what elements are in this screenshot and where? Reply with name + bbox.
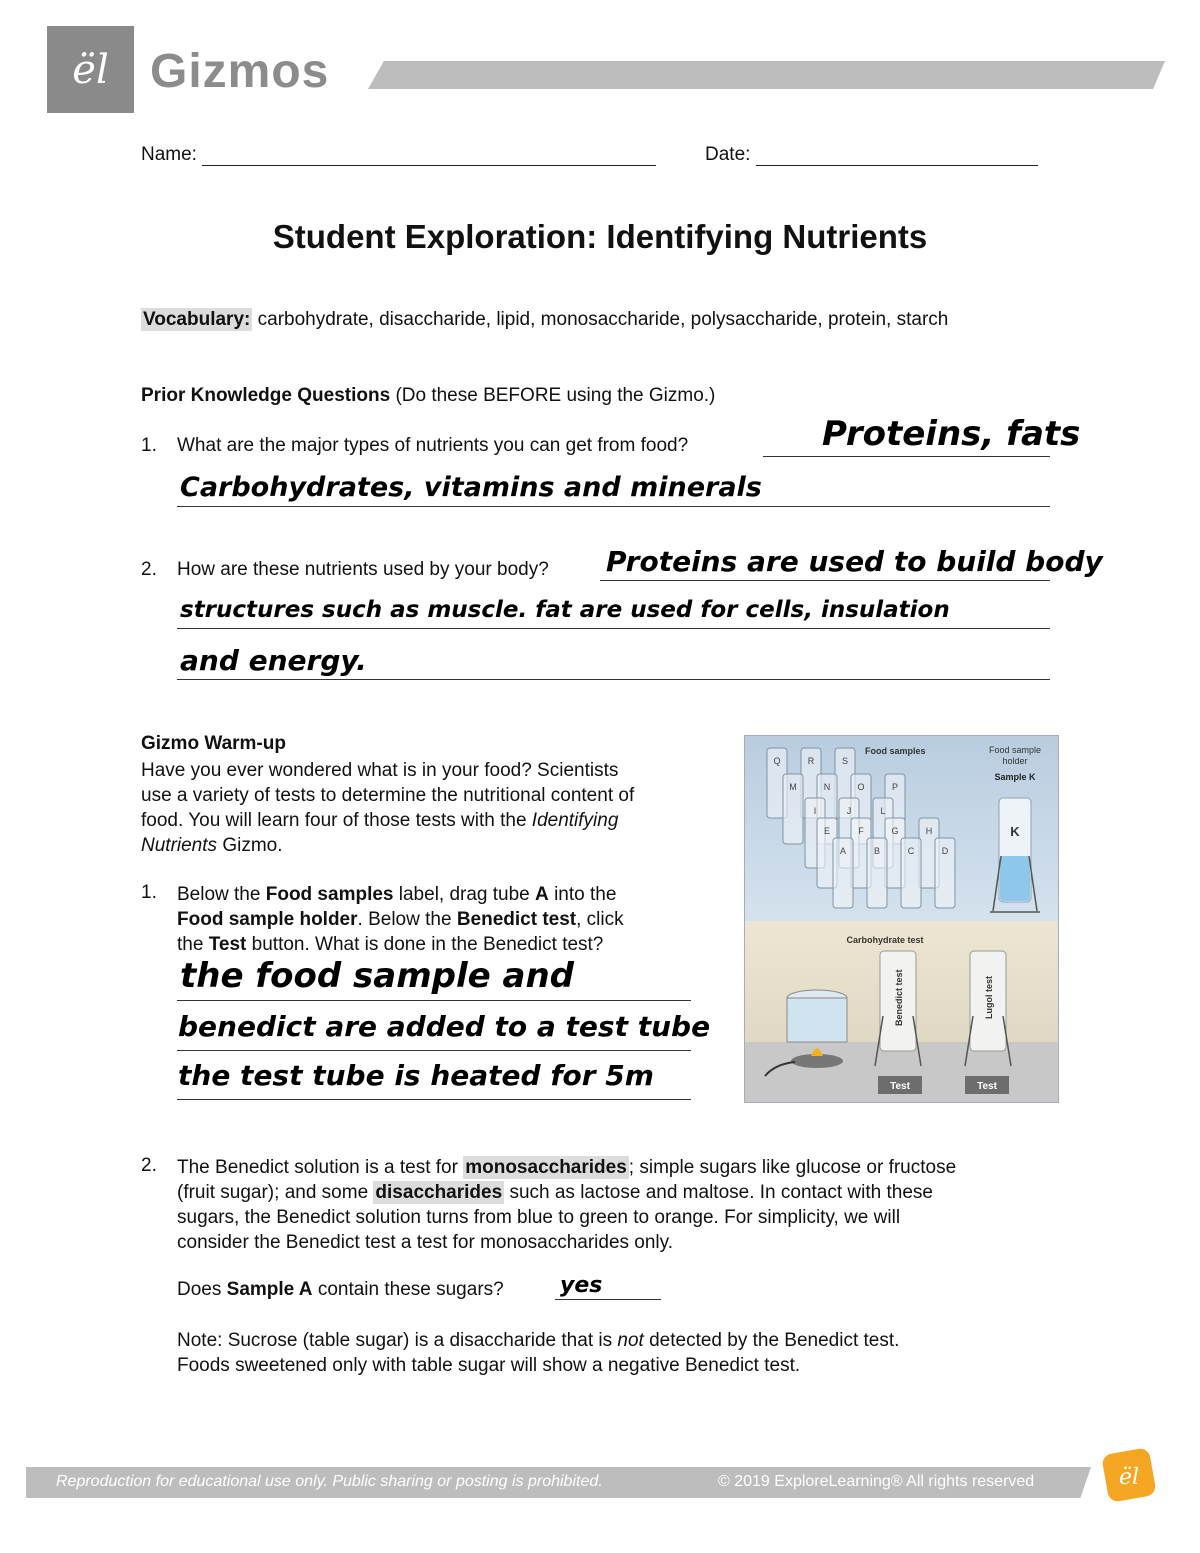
pk-q2-answer-line-2[interactable] xyxy=(177,628,1050,629)
warmup-q1-number: 1. xyxy=(141,882,157,903)
brand-name: Gizmos xyxy=(150,45,330,98)
sample-k-label: Sample K xyxy=(994,772,1036,782)
pk-q1-text: What are the major types of nutrients you can get from food? xyxy=(177,435,689,456)
food-sample-tube-letter: J xyxy=(846,806,852,816)
prior-knowledge-title: Prior Knowledge Questions xyxy=(141,385,391,406)
food-sample-tube-letter: G xyxy=(891,826,899,836)
beaker xyxy=(787,998,847,1042)
badge-glyph: ël xyxy=(1118,1465,1140,1490)
vocabulary-label: Vocabulary: xyxy=(143,309,251,330)
footer-copyright: © 2019 ExploreLearning® All rights reserved xyxy=(718,1473,1035,1490)
warmup-q1-answer-1: the food sample and xyxy=(180,956,575,996)
warmup-q2-note: Note: Sucrose (table sugar) is a disaccharide that is not detected by the Benedict test. Foods sweetened only with table sugar will show a negative Benedict test. xyxy=(177,1330,900,1376)
date-field[interactable] xyxy=(705,144,1038,166)
holder-tube-letter: K xyxy=(1010,824,1020,839)
warmup-intro-line-2: use a variety of tests to determine the nutritional content of xyxy=(141,785,635,806)
warmup-q2-question: Does Sample A contain these sugars? xyxy=(177,1279,504,1300)
prior-knowledge-note: (Do these BEFORE using the Gizmo.) xyxy=(395,385,716,406)
food-sample-tube-letter: S xyxy=(841,756,849,766)
pk-q2-text: How are these nutrients used by your body? xyxy=(177,559,549,580)
pk-q1-answer-line-1[interactable] xyxy=(763,456,1050,457)
benedict-test-label: Benedict test xyxy=(894,969,904,1026)
food-sample-tube-letter: I xyxy=(813,806,817,816)
name-field[interactable] xyxy=(141,144,656,166)
warmup-intro xyxy=(141,758,731,858)
pk-q1-number: 1. xyxy=(141,435,157,456)
name-label: Name: xyxy=(141,144,197,165)
warmup-intro-line-3: food. You will learn four of those tests with the Identifying xyxy=(141,810,619,831)
gizmo-illustration xyxy=(745,736,1058,1102)
food-sample-tube-letter: M xyxy=(789,782,797,792)
pk-q2-answer-2: structures such as muscle. fat are used for cells, insulation xyxy=(180,597,950,623)
explorelearning-badge-icon xyxy=(1097,1447,1161,1505)
warmup-q1-answer-line-1[interactable] xyxy=(177,1000,691,1001)
warmup-q1-text: Below the Food samples label, drag tube A into the Food sample holder. Below the Benedict test, click the Test button. What is done in the Benedict test? xyxy=(177,884,624,955)
date-line[interactable] xyxy=(756,145,1038,166)
holder-tube-liquid xyxy=(1000,856,1030,901)
warmup-q2-answer: yes xyxy=(560,1273,603,1298)
name-line[interactable] xyxy=(202,145,656,166)
warmup-q2-text: The Benedict solution is a test for monosaccharides ; simple sugars like glucose or fructose (fruit sugar); and some disaccharides such as lactose and maltose. In contact with these sugars, the Benedict solution turns from blue to green to orange. For simplicity, we will consider the Benedict test a test for monosaccharides only. xyxy=(177,1157,957,1253)
food-sample-tube-letter: C xyxy=(907,846,915,856)
burner-base xyxy=(791,1054,843,1068)
warmup-q1-answer-2: benedict are added to a test tube xyxy=(178,1010,711,1043)
holder-label-2: holder xyxy=(1002,756,1028,766)
gizmo-screenshot xyxy=(744,735,1059,1103)
test-button-1-label: Test xyxy=(890,1081,910,1092)
food-sample-tube-letter: E xyxy=(823,826,831,836)
food-sample-tube-letter: N xyxy=(823,782,831,792)
food-sample-tube-letter: O xyxy=(857,782,865,792)
warmup-q1-answer-line-2[interactable] xyxy=(177,1050,691,1051)
food-sample-tube-letter: H xyxy=(925,826,933,836)
warmup-intro-line-1: Have you ever wondered what is in your food? Scientists xyxy=(141,760,619,781)
explorelearning-logo xyxy=(47,26,134,113)
food-sample-tube-letter: R xyxy=(807,756,815,766)
food-samples-label: Food samples xyxy=(865,746,926,756)
vocabulary xyxy=(141,309,948,331)
pk-q2-answer-3: and energy. xyxy=(180,644,367,677)
date-label: Date: xyxy=(705,144,751,165)
footer-disclaimer: Reproduction for educational use only. Public sharing or posting is prohibited. xyxy=(56,1473,603,1490)
page-title: Student Exploration: Identifying Nutrients xyxy=(272,218,928,255)
carbohydrate-test-label: Carbohydrate test xyxy=(846,935,924,945)
food-sample-tube-letter: P xyxy=(891,782,899,792)
test-button-2-label: Test xyxy=(977,1081,997,1092)
warmup-q1-answer-3: the test tube is heated for 5m xyxy=(178,1059,654,1092)
pk-q1-answer-2: Carbohydrates, vitamins and minerals xyxy=(180,472,762,503)
logo-glyph: ël xyxy=(72,46,109,93)
holder-label-1: Food sample xyxy=(988,745,1042,755)
food-sample-tube-letter: L xyxy=(880,806,886,816)
lugol-test-label: Lugol test xyxy=(984,976,994,1019)
warmup-heading: Gizmo Warm-up xyxy=(141,733,286,754)
pk-q1-answer-line-2[interactable] xyxy=(177,506,1050,507)
food-sample-tube-letter: Q xyxy=(773,756,781,766)
vocabulary-terms: carbohydrate, disaccharide, lipid, monosaccharide, polysaccharide, protein, starch xyxy=(257,309,949,330)
warmup-intro-line-4: Nutrients Gizmo. xyxy=(141,835,283,856)
food-sample-tube-letter: D xyxy=(941,846,949,856)
pk-q1-answer-1: Proteins, fats xyxy=(822,414,1081,454)
warmup-q2-answer-line[interactable] xyxy=(555,1299,661,1300)
header-bar xyxy=(368,61,1165,89)
pk-q2-answer-line-1[interactable] xyxy=(600,580,1050,581)
warmup-q2-number: 2. xyxy=(141,1155,157,1176)
warmup-q1-answer-line-3[interactable] xyxy=(177,1099,691,1100)
pk-q2-number: 2. xyxy=(141,559,157,580)
food-sample-tube-letter: F xyxy=(858,826,864,836)
food-sample-tube-letter: B xyxy=(873,846,881,856)
pk-q2-answer-1: Proteins are used to build body xyxy=(606,545,1103,578)
food-sample-tube-letter: A xyxy=(839,846,847,856)
pk-q2-answer-line-3[interactable] xyxy=(177,679,1050,680)
prior-knowledge-heading xyxy=(141,385,715,407)
